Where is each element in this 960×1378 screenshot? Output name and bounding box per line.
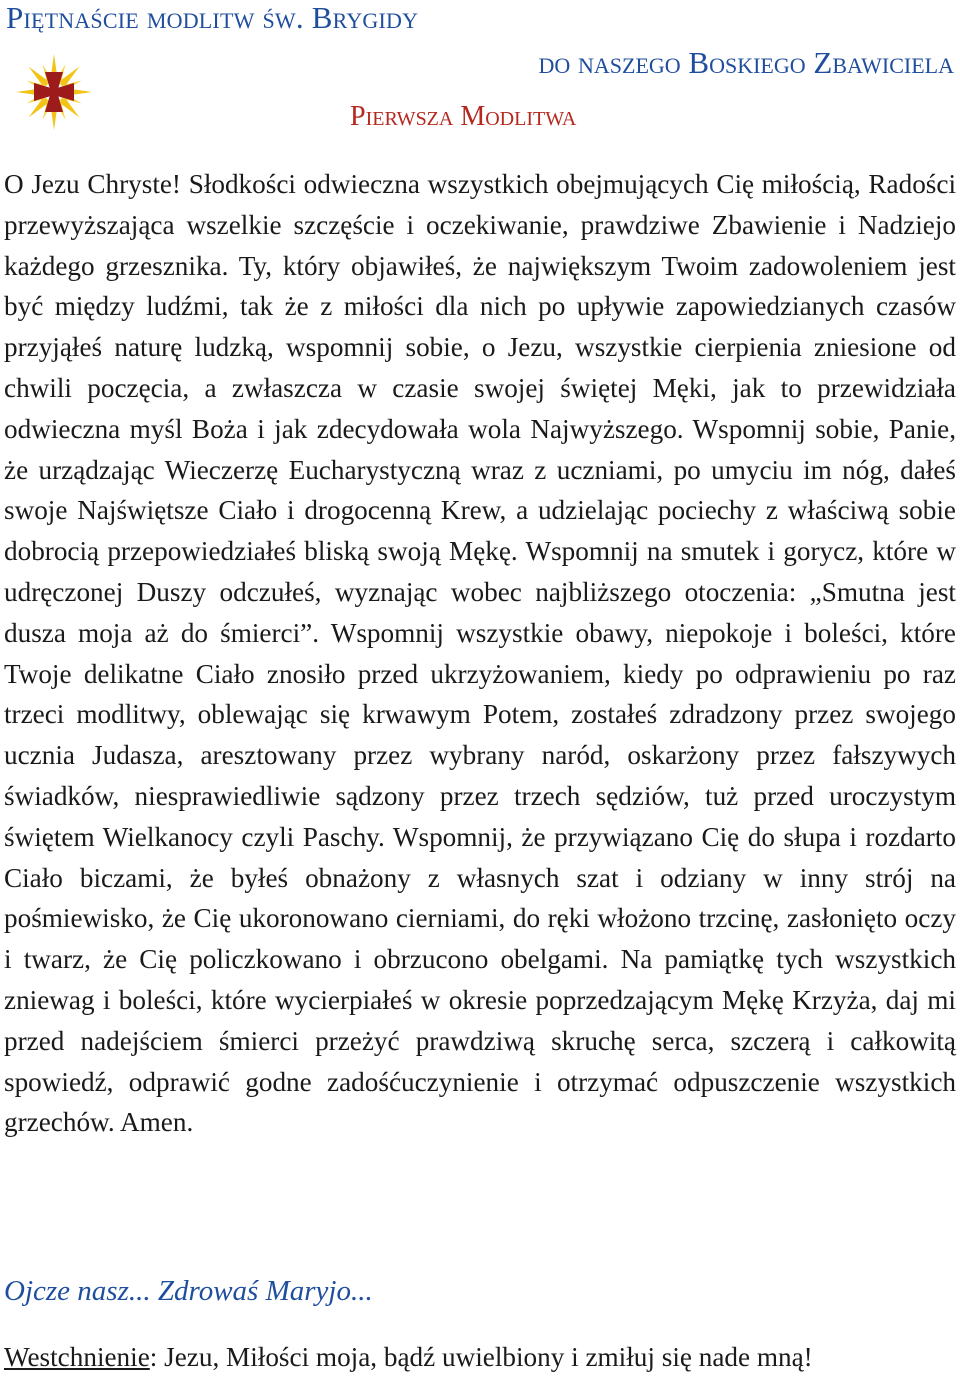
sigh-text: Jezu, Miłości moja, bądź uwielbiony i zmiłuj się nade mną! bbox=[157, 1342, 813, 1372]
page-title: Piętnaście modlitw św. Brygidy bbox=[6, 0, 419, 35]
closing-prayers: Ojcze nasz... Zdrowaś Maryjo... bbox=[4, 1275, 373, 1307]
sigh-label: Westchnienie bbox=[4, 1342, 150, 1372]
cross-sunburst-icon bbox=[14, 52, 94, 132]
prayer-text: O Jezu Chryste! Słodkości odwieczna wszystkich obejmujących Cię miłością, Radości przewyższająca wszelkie szczęście i oczekiwanie, prawdziwe Zbawienie i Nadziejo każdego grzesznika. Ty, który objawiłeś, że największym Twoim zadowoleniem jest być między ludźmi, tak że z miłości dla nich po upływie zapowiedzianych czasów przyjąłeś naturę ludzką, wspomnij sobie, o Jezu, wszystkie cierpienia zniesione od chwili poczęcia, a zwłaszcza w czasie swojej świętej Męki, jak to przewidziała odwieczna myśl Boża i jak zdecydowała wola Najwyższego. Wspomnij sobie, Panie, że urządzając Wieczerzę Eucharystyczną wraz z uczniami, po umyciu im nóg, dałeś swoje Najświętsze Ciało i drogocenną Krew, a udzielając pociechy z właściwą sobie dobrocią przepowiedziałeś bliską swoją Mękę. Wspomnij na smutek i gorycz, które w udręczonej Duszy odczułeś, wyznając wobec najbliższego otoczenia: „Smutna jest dusza moja aż do śmierci”. Wspomnij wszystkie obawy, niepokoje i boleści, które Twoje delikatne Ciało znosiło przed ukrzyżowaniem, kiedy po odprawieniu po raz trzeci modlitwy, oblewając się krwawym Potem, zostałeś zdradzony przez swojego ucznia Judasza, aresztowany przez wybrany naród, oskarżony przez fałszywych świadków, niesprawiedliwie sądzony przez trzech sędziów, tuż przed uroczystym świętem Wielkanocy czyli Paschy. Wspomnij, że przywiązano Cię do słupa i rozdarto Ciało biczami, że byłeś obnażony z własnych szat i odziany w inny strój na pośmiewisko, że Cię ukoronowano cierniami, do ręki włożono trzcinę, zasłonięto oczy i twarz, że Cię policzkowano i obrzucono obelgami. Na pamiątkę tych wszystkich zniewag i boleści, które wycierpiałeś w okresie poprzedzającym Mękę Krzyża, daj mi przed nadejściem śmierci przeżyć prawdziwą skruchę serca, szczerą i całkowitą spowiedź, odprawić godne zadośćuczynienie i otrzymać odpuszczenie wszystkich grzechów. Amen. bbox=[4, 169, 956, 1138]
page-title-continuation: do naszego Boskiego Zbawiciela bbox=[538, 45, 954, 80]
prayer-subtitle: Pierwsza Modlitwa bbox=[350, 101, 577, 132]
sigh-line bbox=[4, 1342, 813, 1373]
sigh-separator: : bbox=[149, 1342, 158, 1372]
